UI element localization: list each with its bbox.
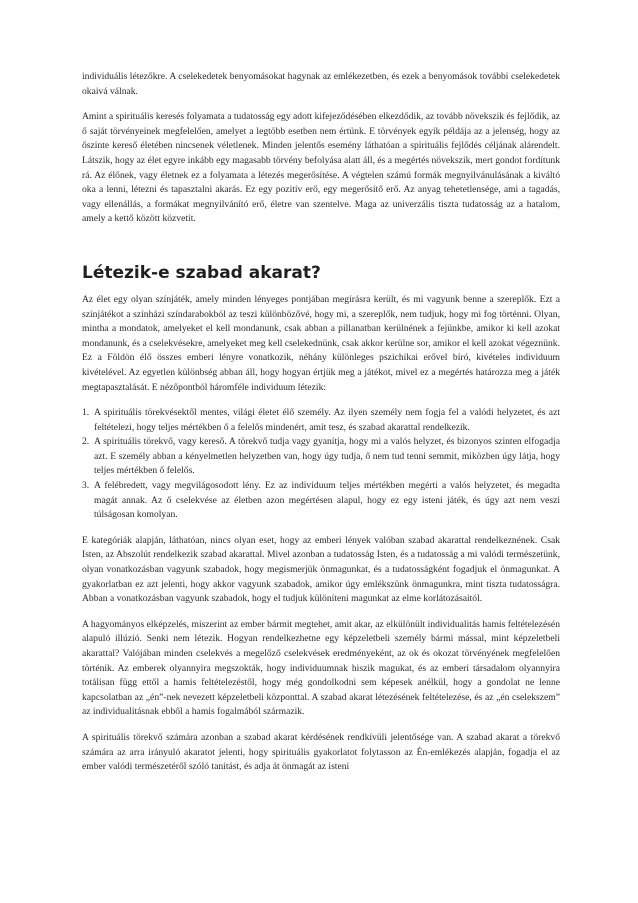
paragraph: E kategóriák alapján, láthatóan, nincs olyan eset, hogy az emberi lények valóban szabad akarattal rendelkeznének. Csak Isten, az Abszolút rendelkezik szabad akarattal. Mivel azonban a tudatosság Isten, és a tudatosság a mi valódi természetünk, olyan vonatkozásban vagyunk szabadok, hogy megismerjük önmagunkat, és a tudatosságként fogadjuk el önmagunkat. A gyakorlatban ez azt jelenti, hogy akkor vagyunk szabadok, amikor úgy emlékszünk önmagunkra, mint tiszta tudatosságra. Abban a vonatkozásban vagyunk szabadok, hogy el tudjuk különíteni magunkat az elme korlátozásaitól. — [82, 534, 560, 605]
paragraph: individuális létezőkre. A cselekedetek benyomásokat hagynak az emlékezetben, és ezek a benyomások további cselekedetek okaivá válnak. — [82, 71, 560, 97]
document-page — [82, 70, 560, 786]
paragraph: Az élet egy olyan színjáték, amely minden lényeges pontjában megírásra került, és mi vagyunk benne a szereplők. Ezt a színjátékot a színházi színdarabokból az teszi különbözővé, hogy mi, a szereplők, nem tudjuk, hogy mi fog történni. Olyan, mintha a mondatok, amelyeket el kell mondanunk, csak abban a pillanatban kerülnének a fejünkbe, amikor ki kell azokat mondanunk, és a cselekvésekre, amelyeket meg kell cselekednünk, csak akkor kerülne sor, amikor el kell azokat végeznünk. Ez a Földön élő összes emberi lényre vonatkozik, néhány különleges pszichikai erővel bíró, kivételes individuum kivételével. Az egyetlen különbség abban áll, hogy hogyan értjük meg a játékot, mivel ez a megértés határozza meg a játék megtapasztalását. E nézőpontból háromféle individuum létezik: — [82, 293, 560, 393]
list-item-text: A spirituális törekvő, vagy kereső. A törekvő tudja vagy gyanítja, hogy mi a valós helyzet, és bizonyos szinten elfogadja azt. E személy abban a kényelmetlen helyzetben van, hogy úgy tudja, ő nem tud tenni semmit, miközben úgy látja, hogy teljes mértékben ő felelős. — [94, 436, 560, 477]
list-item-text: A spirituális törekvésektől mentes, világi életet élő személy. Az ilyen személy nem fogja fel a valódi helyzetet, és azt feltételezi, hogy teljes mértékben ő a felelős mindenért, amit tesz, és szabad akarattal rendelkezik. — [94, 407, 560, 433]
list-item — [82, 435, 560, 479]
section-heading: Létezik-e szabad akarat? — [82, 262, 321, 283]
paragraph: Amint a spirituális keresés folyamata a tudatosság egy adott kifejeződésében elkezdődik, az tovább növekszik és fejlődik, az ő saját törvényeinek megfelelően, amelyet a legtöbb esetben nem értünk. E törvények egyik példája az a jelenség, hogy az őszinte kereső életében nincsenek véletlenek. Minden jelentős esemény láthatóan a spirituális fejlődés céljának alárendelt. Látszik, hogy az élet egyre inkább egy magasabb törvény befolyása alatt áll, és a megértés növekszik, mert gondot fordítunk rá. Az élőnek, vagy életnek ez a folyamata a létezés megerősítése. A végtelen számú formák megnyilvánulásának a kiváltó oka a lenni, létezni és tapasztalni akarás. Ez egy pozitív erő, egy megerősítő erő. Az anyag tehetetlensége, ami a tagadás, vagy ellenállás, a formákat megnyilvánító erő, életre van szentelve. Maga az univerzális tiszta tudatosság az a hatalom, amely a kettő között közvetít. — [82, 111, 560, 225]
paragraph: A hagyományos elképzelés, miszerint az ember bármit megtehet, amit akar, az elkülönült individualitás hamis feltételezésén alapuló illúzió. Senki nem létezik. Hogyan rendelkezhetne egy képzeletbeli személy bármi mással, mint képzeletbeli akarattal? Valójában minden cselekvés a megelőző cselekvések eredményeként, az ok és okozat törvényének megfelelően történik. Az emberek olyannyira megszokták, hogy individuumnak hiszik magukat, és az emberi társadalom olyannyira totálisan függ ettől a hamis feltételezéstől, hogy még gondolkodni sem képesek anélkül, hogy a gondolat ne lenne kapcsolatban az „én”-nek nevezett képzeletbeli központtal. A szabad akarat létezésének feltételezése, és az „én cselekszem” az individualitásnak ebből a hamis fogalmából származik. — [82, 618, 560, 718]
list-item-text: A felébredett, vagy megvilágosodott lény. Ez az individuum teljes mértékben megérti a valós helyzetet, és megadta magát annak. Az ő cselekvése az életben azon megértésen alapul, hogy ez egy isteni játék, és úgy azt nem veszi túlságosan komolyan. — [94, 480, 560, 521]
list-number: 3. — [82, 480, 90, 492]
list-number: 2. — [82, 436, 90, 448]
list-item — [82, 479, 560, 523]
paragraph: A spirituális törekvő számára azonban a szabad akarat kérdésének rendkívüli jelentősége van. A szabad akarat a törekvő számára az arra irányuló akaratot jelenti, hogy spirituális gyakorlatot folytasson az Én-emlékezés alapján, fogadja el az ember valódi természetéről szóló tanítást, és adja át önmagát az isteni — [82, 731, 560, 773]
list-number: 1. — [82, 407, 90, 419]
numbered-list — [82, 406, 560, 523]
list-item — [82, 406, 560, 435]
